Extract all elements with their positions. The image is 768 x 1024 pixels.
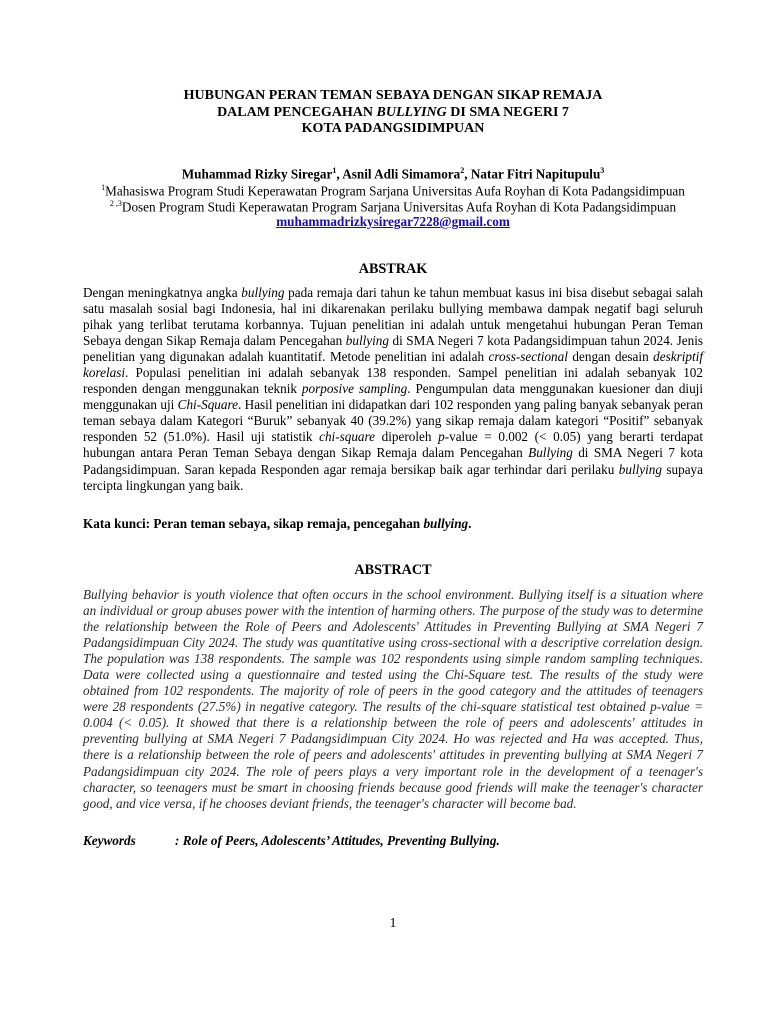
abstrak-text: Dengan meningkatnya angka	[83, 285, 242, 300]
kata-kunci-text: Kata kunci: Peran teman sebaya, sikap remaja, pencegahan	[83, 516, 424, 531]
kata-kunci	[83, 516, 703, 532]
title-line-2	[83, 105, 703, 122]
abstrak-emphasis: cross-sectional	[488, 349, 568, 365]
abstrak-text: . Hasil penelitian ini didapatkan dari 102 responden yang paling banyak sebanyak peran teman sebaya dalam Kategori “Buruk” sebanyak 40 (39.2%) yang sikap remaja dalam kategori “Positif” sebanyak responden 52 (51.0%). Hasil uji statistik	[83, 397, 704, 445]
abstrak-emphasis: bullying	[241, 285, 285, 300]
kata-kunci-end: .	[468, 516, 472, 531]
kata-kunci-emphasis: bullying	[423, 516, 469, 531]
affiliation-2-mark: 2 ,3	[109, 199, 122, 208]
title-line-2-end: DI SMA NEGERI 7	[446, 104, 569, 120]
abstrak-text: -value = 0.002 (< 0.05) yang berarti terdapat hubungan antara Peran Teman Sebaya dengan Sikap Remaja dalam Pencegahan	[83, 429, 703, 461]
abstrak-emphasis: bullying	[345, 333, 389, 349]
abstrak-text: di SMA Negeri 7 kota Padangsidimpuan. Saran kepada Responden agar remaja bersikap baik agar terhindar dari perilaku	[83, 445, 703, 477]
author-1-affil-mark: 1	[332, 166, 337, 175]
abstract-body: Bullying behavior is youth violence that often occurs in the school environment. Bullying itself is a situation where an individual or group abuses power with the intention of harming others. The purpose of the study was to determine the relationship between the Role of Peers and Adolescents' Attitudes in Preventing Bullying at SMA Negeri 7 Padangsidimpuan City 2024. The study was quantitative using cross-sectional with a descriptive correlation design. The population was 138 respondents. The sample was 102 respondents using simple random sampling techniques. Data were collected using a questionnaire and tested using the Chi-Square test. The results of the study were obtained from 102 respondents. The majority of role of peers in the good category and the attitudes of teenagers were 28 respondents (27.5%) in negative category. The results of the chi-square statistical test obtained p-value = 0.004 (< 0.05). It showed that there is a relationship between the role of peers and adolescents' attitudes in preventing bullying at SMA Negeri 7 Padangsidimpuan City 2024. Ho was rejected and Ha was accepted. Thus, there is a relationship between the role of peers and adolescents' attitudes in preventing bullying at SMA Negeri 7 Padangsidimpuan city 2024. The role of peers plays a very important role in the development of a teenager's character, so teenagers must be smart in choosing friends because good friends will make the teenager's character good, and vice versa, if he chooses deviant friends, the teenager's character will become bad.	[83, 587, 703, 811]
title-line-2-start: DALAM PENCEGAHAN	[217, 104, 377, 120]
author-2: Asnil Adli Simamora	[342, 166, 461, 182]
paper-title	[83, 88, 703, 138]
abstrak-text: . Populasi penelitian ini adalah sebanyak 138 responden. Sampel penelitian ini adalah sebanyak 102 responden dengan menggunakan teknik	[83, 365, 703, 397]
author-2-affil-mark: 2	[460, 166, 465, 175]
author-email-link[interactable]: muhammadrizkysiregar7228@gmail.com	[276, 214, 510, 229]
affiliation-1	[83, 183, 703, 199]
abstract-heading: ABSTRACT	[354, 562, 432, 578]
keywords-text: : Role of Peers, Adolescents’ Attitudes, Preventing Bullying.	[175, 833, 500, 848]
document-page	[83, 0, 703, 1024]
author-3-affil-mark: 3	[600, 166, 605, 175]
author-separator: ,	[464, 166, 471, 182]
abstrak-emphasis: p	[438, 429, 445, 445]
author-3: Natar Fitri Napitupulu	[470, 166, 601, 182]
abstrak-text: pada remaja dari tahun ke tahun membuat kasus ini bisa disebut sebagai salah satu masalah sosial bagi Indonesia, hal ini dikarenakan perilaku bullying membawa dampak negatif bagi seluruh pihak yang terlibat terutama korbannya. Tujuan penelitian ini adalah untuk mengetahui hubungan Peran Teman Sebaya dengan Sikap Remaja dalam Pencegahan	[83, 285, 703, 349]
abstrak-text: dengan desain	[567, 349, 654, 365]
abstrak-emphasis: Chi-Square	[177, 397, 238, 413]
affiliation-2	[83, 199, 703, 215]
abstrak-text: . Pengumpulan data menggunakan kuesioner dan diuji menggunakan uji	[83, 381, 704, 413]
title-line-1: HUBUNGAN PERAN TEMAN SEBAYA DENGAN SIKAP REMAJA	[183, 88, 603, 103]
author-separator: ,	[336, 166, 343, 182]
keywords	[83, 833, 703, 849]
abstrak-text: diperoleh	[375, 429, 439, 445]
abstrak-emphasis: chi-square	[319, 429, 376, 445]
abstrak-text: di SMA Negeri 7 kota Padangsidimpuan tahun 2024. Jenis penelitian yang digunakan adalah kuantitatif. Metode penelitian ini adalah	[83, 333, 703, 365]
abstrak-emphasis: deskriptif korelasi	[83, 349, 703, 381]
abstrak-emphasis: Bullying	[528, 445, 573, 461]
affiliation-1-mark: 1	[101, 183, 106, 192]
abstrak-heading: ABSTRAK	[358, 261, 428, 277]
abstrak-body	[83, 285, 703, 494]
page-number: 1	[389, 915, 397, 930]
keywords-label: Keywords	[83, 833, 136, 848]
affiliation-1-text: Mahasiswa Program Studi Keperawatan Program Sarjana Universitas Aufa Royhan di Kota Padangsidimpuan	[105, 183, 685, 199]
author-1: Muhammad Rizky Siregar	[181, 166, 333, 182]
title-line-2-emphasis: BULLYING	[376, 104, 447, 120]
abstrak-emphasis: bullying	[618, 461, 662, 477]
abstrak-text: supaya tercipta lingkungan yang baik.	[83, 461, 704, 493]
abstrak-emphasis: porposive sampling	[301, 381, 408, 397]
author-list	[83, 166, 703, 182]
affiliation-2-text: Dosen Program Studi Keperawatan Program Sarjana Universitas Aufa Royhan di Kota Padangsidimpuan	[121, 199, 677, 215]
title-line-3: KOTA PADANGSIDIMPUAN	[301, 121, 485, 136]
